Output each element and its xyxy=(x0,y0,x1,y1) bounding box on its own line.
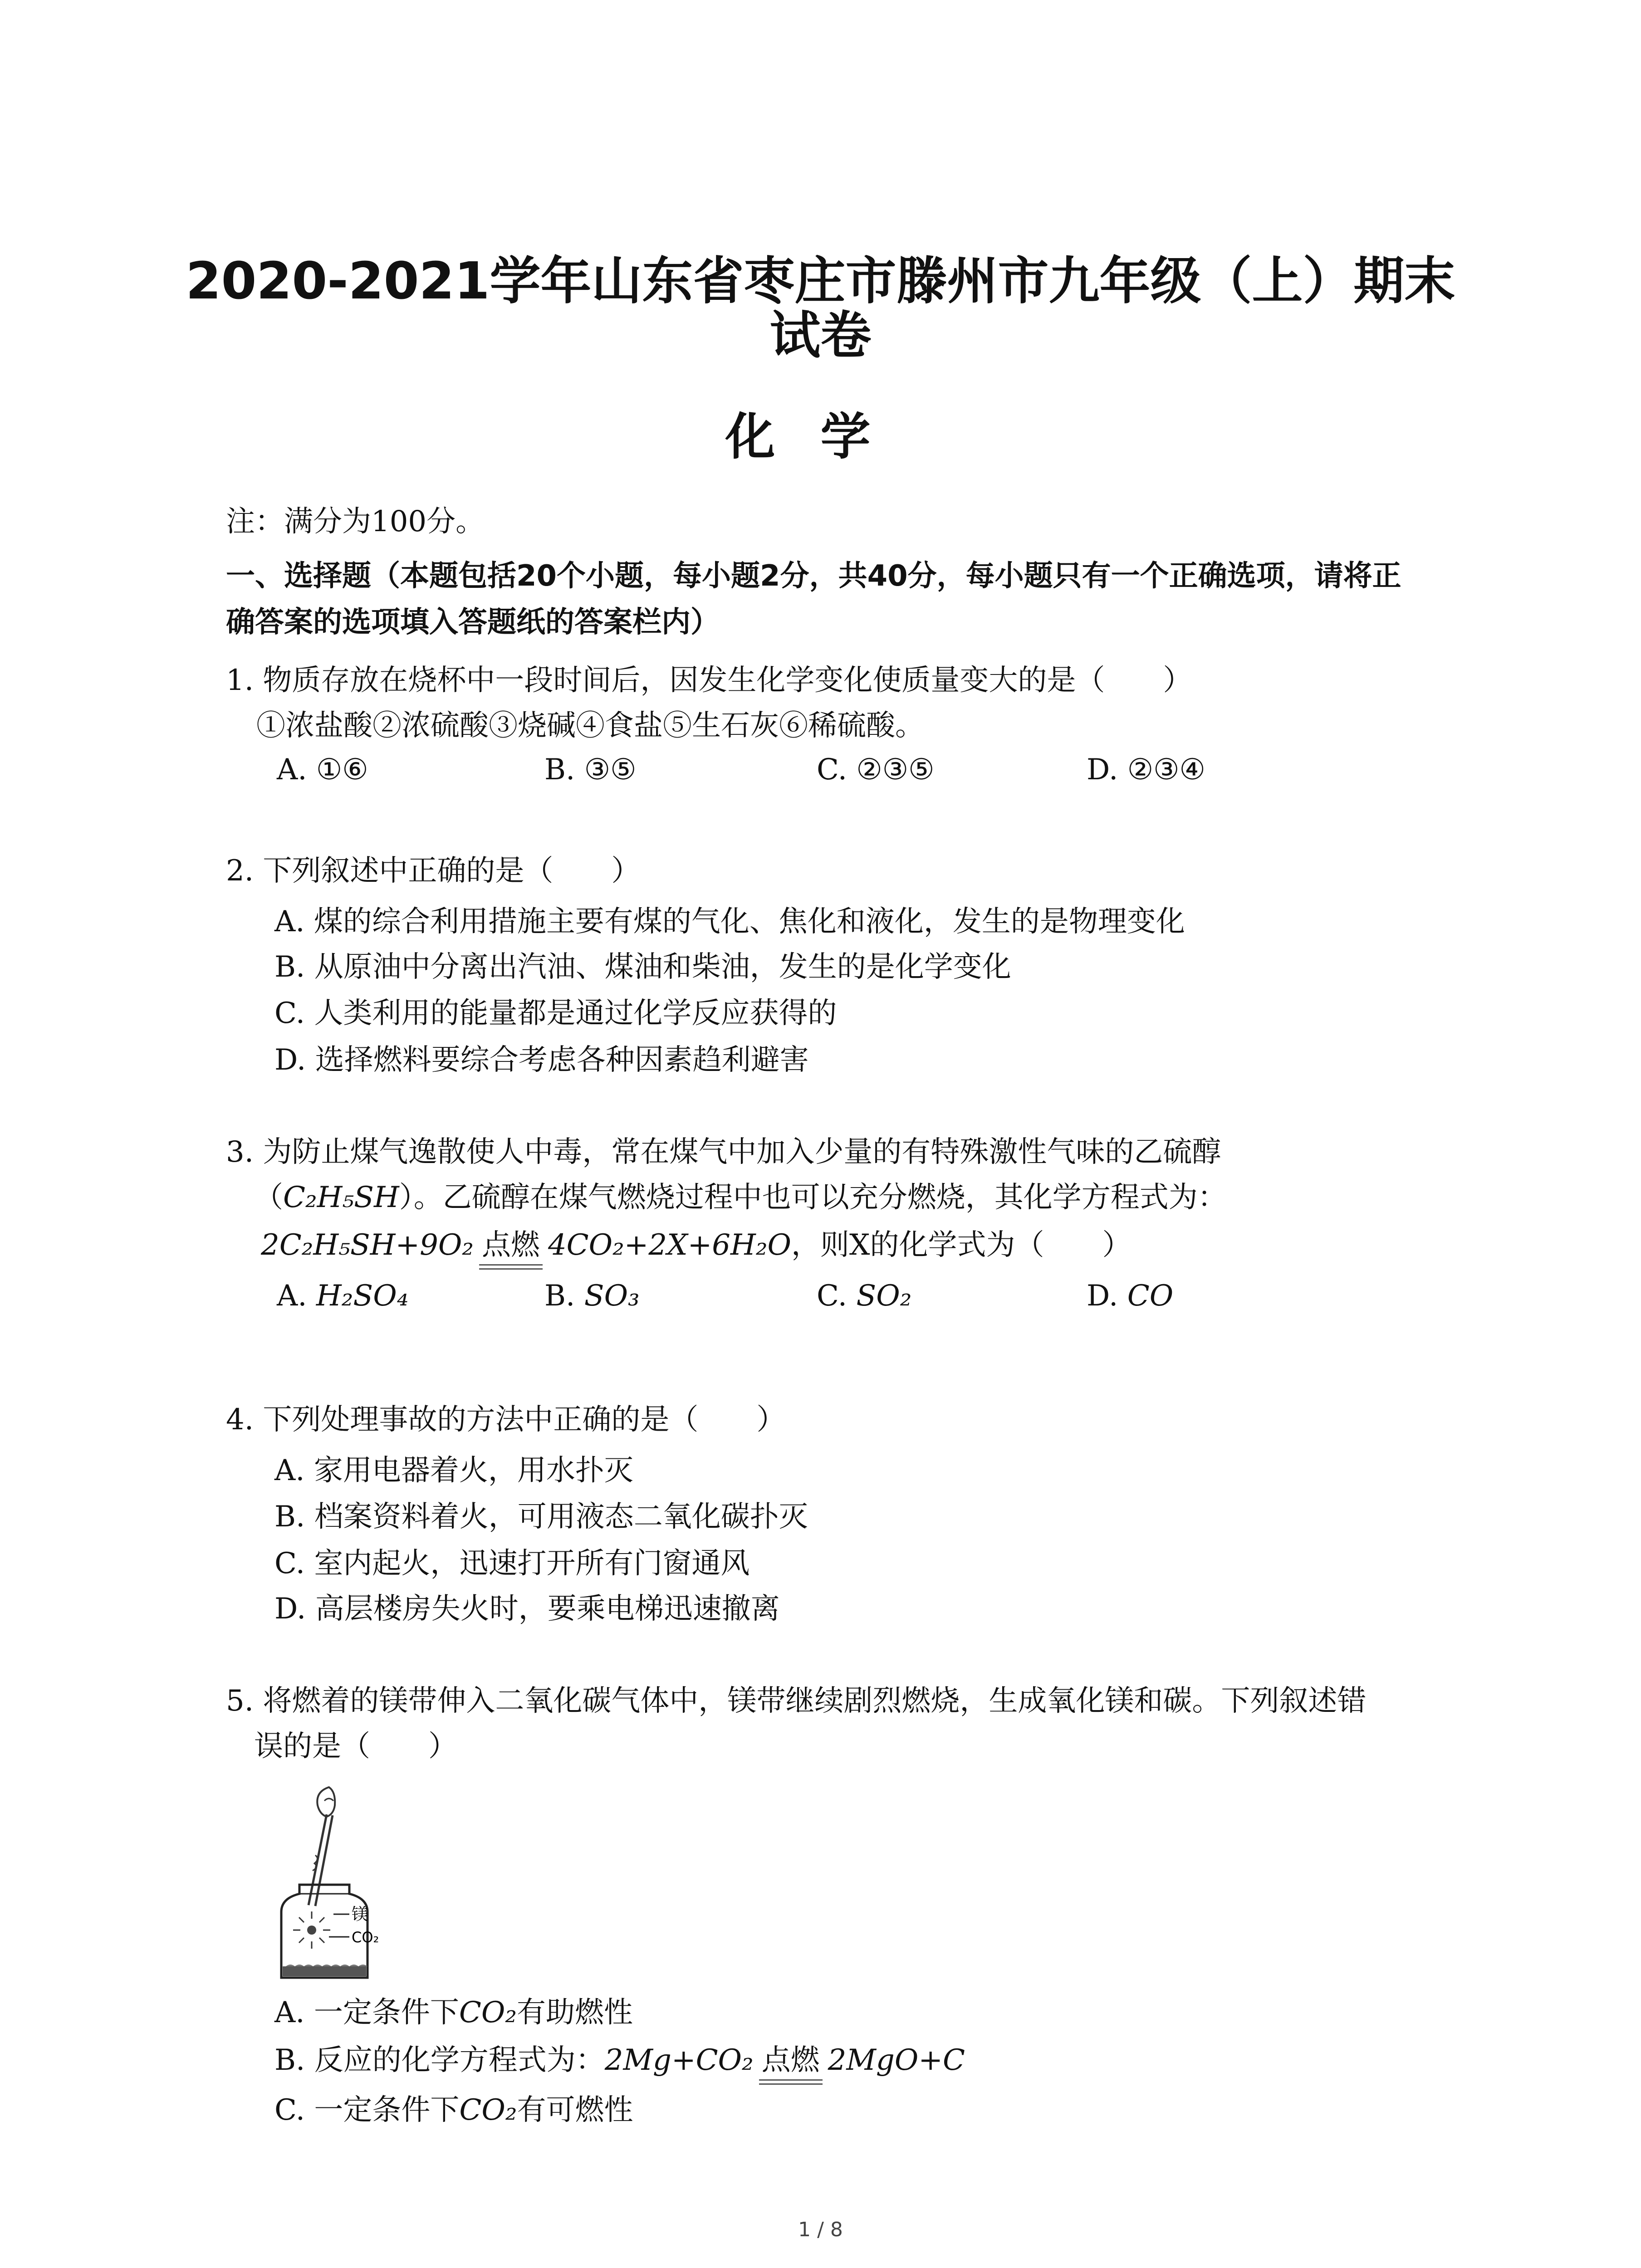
figure-label-mg: 镁 xyxy=(352,1905,368,1924)
q5-option-a-prefix: A. 一定条件下 xyxy=(274,1996,459,2029)
q3-option-c-label: C. xyxy=(817,1279,847,1313)
q5-stem: 5. 将燃着的镁带伸入二氧化碳气体中，镁带继续剧烈燃烧，生成氧化镁和碳。下列叙述错 xyxy=(226,1684,1367,1718)
tongs-hand-icon xyxy=(309,1787,335,1906)
q1-substances: ①浓盐酸②浓硫酸③烧碱④食盐⑤生石灰⑥稀硫酸。 xyxy=(256,709,924,743)
q2-option-d: D. 选择燃料要综合考虑各种因素趋利避害 xyxy=(274,1043,809,1077)
page-number: 1 / 8 xyxy=(798,2218,843,2241)
q3-option-d xyxy=(1087,1279,1173,1313)
q5-option-a xyxy=(274,1989,633,2031)
q3-stem-line-2 xyxy=(254,1179,1227,1216)
q2-option-b: B. 从原油中分离出汽油、煤油和柴油，发生的是化学变化 xyxy=(274,950,1011,984)
q2-option-a: A. 煤的综合利用措施主要有煤的气化、焦化和液化，发生的是物理变化 xyxy=(274,905,1185,938)
section-heading-line-2: 确答案的选项填入答题纸的答案栏内） xyxy=(226,606,720,639)
magnesium-combustion-figure xyxy=(261,1783,397,1982)
q3-equation xyxy=(261,1227,1132,1263)
q2-stem: 2. 下列叙述中正确的是（ ） xyxy=(226,854,641,888)
q2-option-c: C. 人类利用的能量都是通过化学反应获得的 xyxy=(274,997,837,1030)
subject-heading: 化学 xyxy=(725,408,916,466)
q3-eq-left: 2C₂H₅SH+9O₂ xyxy=(261,1228,474,1262)
score-note: 注：满分为100分。 xyxy=(226,505,485,538)
q3-option-a-label: A. xyxy=(277,1279,307,1313)
q5-option-b-condition: 点燃 xyxy=(762,2037,820,2078)
q3-option-b xyxy=(544,1279,640,1313)
title-line-1: 2020-2021学年山东省枣庄市滕州市九年级（上）期末 xyxy=(186,252,1455,311)
q3-eq-tail: ，则X的化学式为（ ） xyxy=(791,1228,1132,1262)
q5-option-b xyxy=(274,2037,965,2078)
q3-option-b-formula: SO₃ xyxy=(584,1279,640,1313)
q4-option-d: D. 高层楼房失火时，要乘电梯迅速撤离 xyxy=(274,1592,780,1626)
q3-ethanethiol-formula: C₂H₅SH xyxy=(283,1181,399,1214)
q5-option-c-formula: CO₂ xyxy=(459,2093,517,2127)
q5-option-c-suffix: 有可燃性 xyxy=(517,2093,633,2127)
q5-option-b-prefix: B. 反应的化学方程式为： xyxy=(274,2043,605,2077)
q5-option-b-eq-right: 2MgO+C xyxy=(828,2043,965,2077)
q1-option-d: D. ②③④ xyxy=(1087,753,1205,787)
q5-option-a-suffix: 有助燃性 xyxy=(517,1996,633,2029)
q1-stem: 1. 物质存放在烧杯中一段时间后，因发生化学变化使质量变大的是（ ） xyxy=(226,664,1192,697)
q3-stem: 3. 为防止煤气逸散使人中毒，常在煤气中加入少量的有特殊激性气味的乙硫醇 xyxy=(226,1135,1221,1169)
figure-label-co2: CO₂ xyxy=(352,1929,379,1946)
q3-eq-condition: 点燃 xyxy=(482,1227,540,1263)
q1-option-c: C. ②③⑤ xyxy=(817,753,935,787)
q3-option-d-label: D. xyxy=(1087,1279,1118,1313)
section-heading-line-1: 一、选择题（本题包括20个小题，每小题2分，共40分，每小题只有一个正确选项，请将正 xyxy=(226,559,1401,593)
q3-option-c xyxy=(817,1279,911,1313)
q3-option-d-formula: CO xyxy=(1127,1279,1174,1313)
q3-option-c-formula: SO₂ xyxy=(856,1279,912,1313)
sand-layer-icon xyxy=(283,1965,367,1976)
q1-option-a: A. ①⑥ xyxy=(277,753,368,787)
q5-stem-line-2: 误的是（ ） xyxy=(254,1730,457,1763)
q4-option-c: C. 室内起火，迅速打开所有门窗通风 xyxy=(274,1547,750,1580)
q5-option-c-prefix: C. 一定条件下 xyxy=(274,2093,460,2127)
q3-paren-open: （ xyxy=(254,1181,283,1214)
q3-stem-suffix: ）。乙硫醇在煤气燃烧过程中也可以充分燃烧，其化学方程式为： xyxy=(399,1181,1227,1214)
q3-option-a xyxy=(277,1279,408,1313)
q4-option-a: A. 家用电器着火，用水扑灭 xyxy=(274,1454,633,1487)
q4-option-b: B. 档案资料着火，可用液态二氧化碳扑灭 xyxy=(274,1500,808,1534)
q5-option-c xyxy=(274,2087,633,2128)
title-line-2: 试卷 xyxy=(769,306,872,365)
q1-option-b: B. ③⑤ xyxy=(544,753,637,787)
q3-option-a-formula: H₂SO₄ xyxy=(316,1279,409,1313)
flame-icon xyxy=(293,1911,330,1949)
q3-option-b-label: B. xyxy=(544,1279,575,1313)
q5-option-a-formula: CO₂ xyxy=(459,1996,517,2029)
q3-eq-right: 4CO₂+2X+6H₂O xyxy=(548,1228,791,1262)
q5-option-b-eq-left: 2Mg+CO₂ xyxy=(604,2043,754,2077)
q4-stem: 4. 下列处理事故的方法中正确的是（ ） xyxy=(226,1403,786,1437)
